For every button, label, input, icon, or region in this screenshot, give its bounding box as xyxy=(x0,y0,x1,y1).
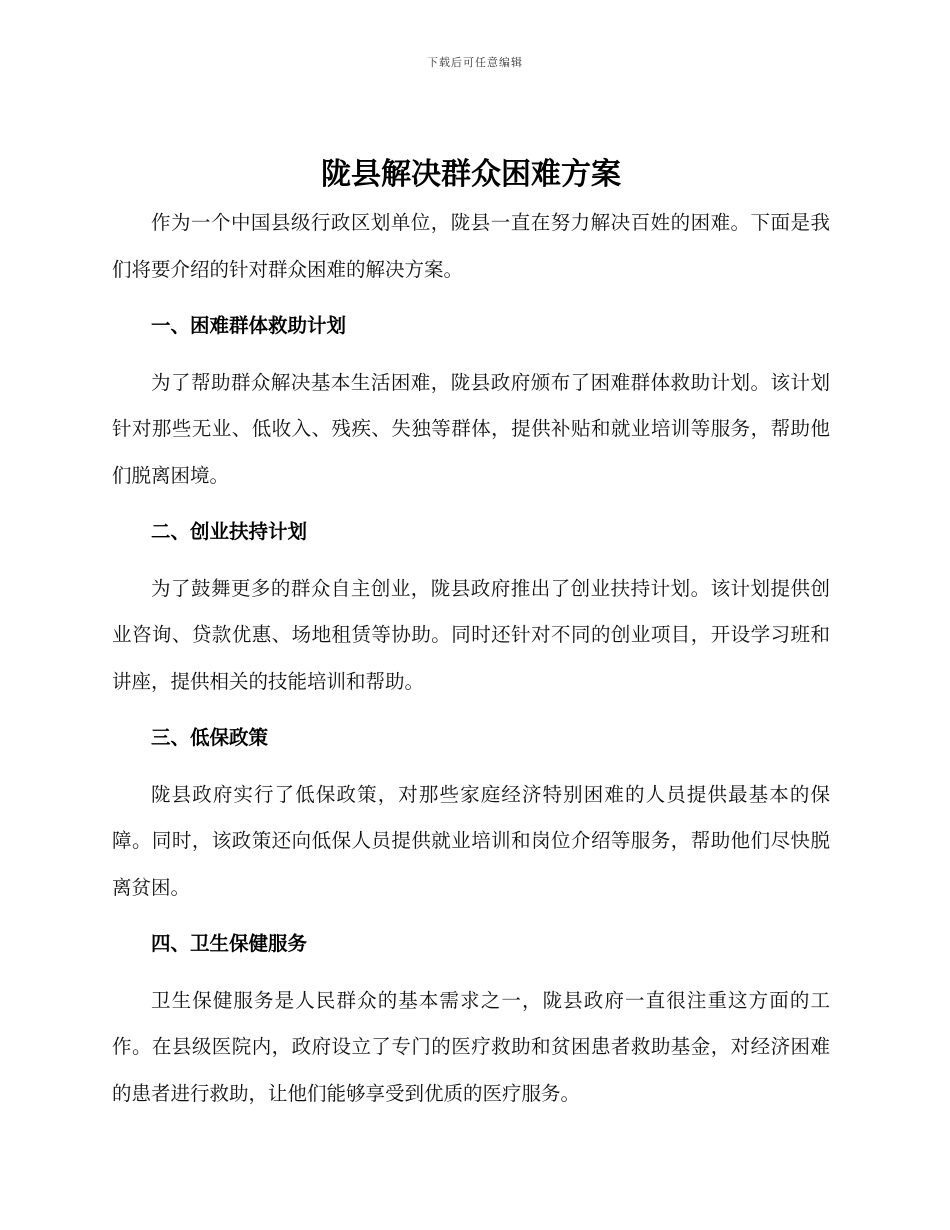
intro-paragraph: 作为一个中国县级行政区划单位，陇县一直在努力解决百姓的困难。下面是我们将要介绍的针对群众困难的解决方案。 xyxy=(112,211,830,281)
section-body-3: 陇县政府实行了低保政策，对那些家庭经济特别困难的人员提供最基本的保障。同时，该政策还向低保人员提供就业培训和岗位介绍等服务，帮助他们尽快脱离贫困。 xyxy=(112,782,830,899)
section-heading-1: 一、困难群体救助计划 xyxy=(151,314,347,337)
section-body-2: 为了鼓舞更多的群众自主创业，陇县政府推出了创业扶持计划。该计划提供创业咨询、贷款优惠、场地租赁等协助。同时还针对不同的创业项目，开设学习班和讲座，提供相关的技能培训和帮助。 xyxy=(112,576,830,693)
section-heading-4: 四、卫生保健服务 xyxy=(151,932,308,955)
section-body-1: 为了帮助群众解决基本生活困难，陇县政府颁布了困难群体救助计划。该计划针对那些无业、低收入、残疾、失独等群体，提供补贴和就业培训等服务，帮助他们脱离困境。 xyxy=(112,370,830,487)
document-body xyxy=(112,150,830,1117)
section-heading-2: 二、创业扶持计划 xyxy=(151,520,308,543)
section-body-4: 卫生保健服务是人民群众的基本需求之一，陇县政府一直很注重这方面的工作。在县级医院内，政府设立了专门的医疗救助和贫困患者救助基金，对经济困难的患者进行救助，让他们能够享受到优质的医疗服务。 xyxy=(112,988,830,1105)
section-heading-3: 三、低保政策 xyxy=(151,726,269,749)
document-title: 陇县解决群众困难方案 xyxy=(321,157,621,192)
header-note: 下载后可任意编辑 xyxy=(427,56,523,69)
